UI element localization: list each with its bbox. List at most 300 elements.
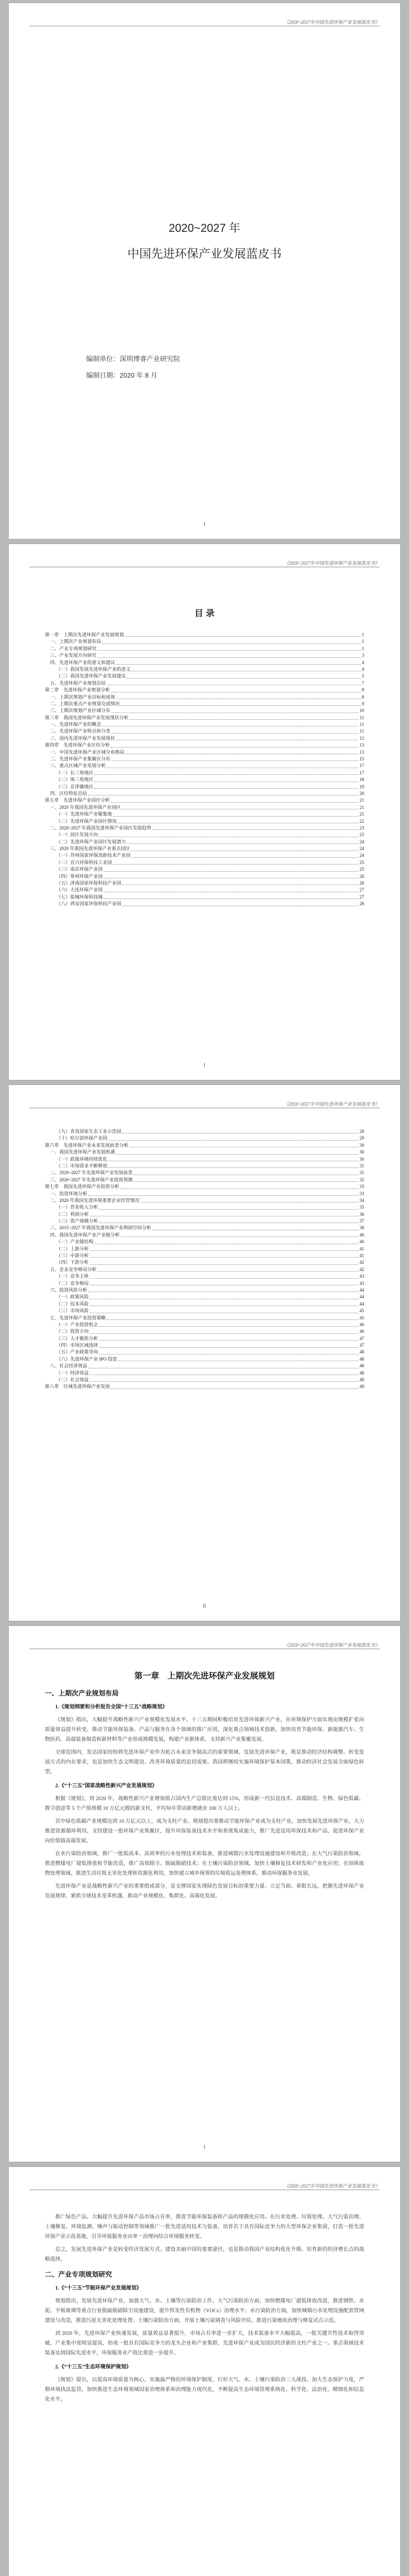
toc-entry-title: 第六章 先进环保产业未来发展前景分析 (45, 1142, 129, 1148)
toc-entry-page: 27 (359, 887, 364, 893)
page-number: I (204, 1062, 205, 1067)
toc-entry[interactable] (45, 784, 364, 790)
toc-entry-page: 33 (359, 1191, 364, 1196)
toc-entry-page: 41 (359, 1246, 364, 1251)
toc-entry-page: 46 (359, 1321, 364, 1327)
toc-leader-dots (97, 657, 361, 658)
toc-entry-title: （一）产业链结构 (56, 1239, 94, 1245)
toc-entry-title: （一）营业收入分析 (56, 1205, 99, 1210)
toc-entry-title: 第五章 先进环保产业园区分析 (45, 798, 110, 803)
toc-entry[interactable] (45, 770, 364, 776)
toc-leader-dots (107, 1319, 358, 1320)
toc-entry-title: （六）大连环保产业园 (56, 887, 103, 893)
toc-entry-page: 13 (359, 742, 364, 748)
toc-leader-dots (108, 1167, 358, 1168)
toc-entry-title: （三）人才聚焦分析 (56, 1335, 99, 1341)
toc-entry-title: 一、中国先进环保产业区域分布格局 (50, 749, 125, 755)
toc-entry[interactable] (45, 1252, 364, 1259)
paragraph: 推广绿色产品。大幅提升先进环保产品市场占有率，推进节能环保装备和产品的规模化应用。在污水处理、垃圾处理、大气污染治理、土壤修复、环境监测、噪声与振动控制等领域推广一批先进适用技术与装备，培育若干具有国际竞争力的大型环保企业集团，打造一批先进环保产业示范基地，引导环保服务业由单一治理向综合环境服务转变。 (45, 2214, 364, 2240)
toc-entry[interactable] (45, 659, 364, 666)
toc-leader-dots (125, 636, 361, 637)
toc-entry-page: 11 (359, 715, 364, 720)
toc-entry-title: 三、2020~2027 年先进环保产业投资预测 (50, 1177, 133, 1182)
toc-entry-page: 17 (359, 763, 364, 769)
toc-entry-title: （二）利润分析 (56, 1211, 89, 1217)
toc-leader-dots (94, 774, 358, 775)
toc-leader-dots (99, 1340, 358, 1341)
toc-entry-title: （一）苏州国家环保高新技术产业园 (56, 853, 131, 858)
toc-entry[interactable] (45, 666, 364, 673)
toc-entry[interactable] (45, 1280, 364, 1287)
toc-entry-page: 17 (359, 770, 364, 775)
chapter1-body (45, 1671, 364, 1904)
toc-entry[interactable] (45, 1315, 364, 1321)
toc-entry[interactable] (45, 832, 364, 838)
toc-leader-dots (97, 1271, 358, 1272)
toc-entry-title: 二、先进环保产业特点和分类 (50, 728, 111, 734)
toc-entry-page: 48 (359, 1363, 364, 1369)
toc-entry-page: 43 (359, 1274, 364, 1279)
toc-leader-dots (111, 747, 358, 748)
toc-entry[interactable] (45, 839, 364, 845)
toc-entry-title: （六）先进环保产业 IPO 投资 (56, 1356, 118, 1362)
toc-entry-page: 4 (362, 666, 364, 672)
paragraph: 规划指出，发展先进环保产业，加强大气、水、土壤等污染防治工作，大气污染防治方面，加快燃煤电厂超低排放改造，推进钢铁、水泥、平板玻璃等重点行业脱硫脱硝除尘设施建设，提升挥发性有机物（VOCs）治理水平；水污染防治方面，加快城镇污水处理设施配套管网建设与改造，推进污泥无害化处理处置；土壤污染防治方面，开展土壤污染调查与风险评估，推进污染地块治理与修复试点示范。 (45, 2298, 364, 2324)
toc-leader-dots (99, 1326, 358, 1327)
toc-entry-title: 二、2020~2027 年先进环保产业发展前景 (50, 1170, 133, 1176)
toc-entry[interactable] (45, 1135, 364, 1142)
toc-leader-dots (90, 1381, 358, 1382)
toc-entry-page: 29 (359, 1136, 364, 1141)
toc-entry-page: 48 (359, 1370, 364, 1376)
toc-entry-page: 43 (359, 1280, 364, 1286)
toc-leader-dots (129, 719, 358, 720)
toc-leader-dots (90, 1333, 358, 1334)
toc-entry[interactable] (45, 859, 364, 866)
toc-entry[interactable] (45, 1377, 364, 1383)
toc-entry-page: 1 (362, 646, 364, 651)
toc-entry-page: 24 (359, 853, 364, 858)
toc-entry-page: 8 (362, 687, 364, 693)
toc-entry-page: 7 (362, 680, 364, 686)
toc-entry-title: （一）园区发展方向 (56, 832, 99, 838)
toc-entry[interactable] (45, 880, 364, 887)
toc-entry-title: 三、产业发展方向研究 (50, 653, 97, 658)
toc-entry[interactable] (45, 1197, 364, 1204)
toc-entry-title: 二、上期次重点产业规划完成情况 (50, 701, 120, 706)
toc-entry[interactable] (45, 1142, 364, 1149)
toc-leader-dots (90, 1257, 358, 1258)
toc-entry-page: 3 (362, 653, 364, 658)
cover-date: 编制日期：2020 年 8 月 (86, 371, 157, 379)
page-header: 《2020~2027年中国先进环保产业发展蓝皮书》 (284, 2183, 380, 2189)
toc-entry-page: 18 (359, 777, 364, 783)
cover-page (9, 3, 400, 539)
chapter1-page-2 (9, 2167, 400, 2576)
toc-entry[interactable] (45, 776, 364, 783)
toc-entry-page: 25 (359, 859, 364, 865)
toc-entry-page: 20 (359, 790, 364, 796)
toc-entry-title: 三、2015~2027 年我国先进环保产业利润空间分析 (50, 1225, 152, 1231)
toc-entry-page: 49 (359, 1377, 364, 1383)
toc-leader-dots (90, 1278, 358, 1279)
page-number: II (203, 1603, 206, 1608)
toc-entry-page: 30 (359, 1149, 364, 1155)
toc-entry[interactable] (45, 1128, 364, 1135)
toc-entry-title: 第一章 上期次先进环保产业发展规划 (45, 632, 124, 637)
toc-entry-title: 一、2020 年我国先进环保产业园区 (50, 804, 121, 810)
toc-entry-title: （十）哈尔滨环保产业园 (56, 1136, 108, 1141)
toc-entry[interactable] (45, 707, 364, 714)
toc-entry[interactable] (45, 1211, 364, 1218)
toc-entry-title: 一、上期次产业规划布局 (50, 639, 102, 645)
toc-entry-page: 23 (359, 832, 364, 838)
toc-entry-page: 32 (359, 1177, 364, 1182)
toc-entry-page: 44 (359, 1294, 364, 1300)
toc-entry-title: （三）资产规模分析 (56, 1218, 99, 1224)
toc-entry-page: 25 (359, 867, 364, 872)
toc-entry[interactable] (45, 721, 364, 728)
toc-leader-dots (132, 857, 358, 858)
toc-entry-page: 27 (359, 894, 364, 900)
toc-entry[interactable] (45, 1273, 364, 1280)
paragraph: 《规划》提出，以提高环境质量为核心，实施最严格的环境保护制度，打好大气、水、土壤污染防治三大战役，加大生态保护力度，严格环境执法监管，加快推进生态环境领域国家治理体系和治理能力现代化，不断提高生态环境管理系统化、科学化、法治化、精细化和信息化水平。 (45, 2377, 364, 2402)
toc-entry-page: 44 (359, 1301, 364, 1307)
toc-entry[interactable] (45, 1232, 364, 1239)
toc-leader-dots (111, 802, 358, 803)
toc-entry-page: 45 (359, 1308, 364, 1314)
toc-entry-title: 七、先进环保产业投资策略 (50, 1315, 106, 1320)
toc-entry[interactable] (45, 1204, 364, 1211)
toc-entry[interactable] (45, 673, 364, 680)
toc-entry[interactable] (45, 853, 364, 859)
toc-entry-title: 三、上期次规划产业区域分布 (50, 708, 111, 714)
toc-entry-page: 11 (359, 728, 364, 734)
toc-leader-dots (134, 1181, 358, 1182)
toc-entry-page: 28 (359, 901, 364, 907)
toc-entry-page: 46 (359, 1329, 364, 1334)
toc-entry-title: （一）政策环境持续优化 (56, 1156, 108, 1162)
toc-entry[interactable] (45, 1259, 364, 1266)
toc-leader-dots (111, 733, 358, 734)
toc-entry-title: （八）西安国家环保科技产业园 (56, 901, 122, 907)
toc-entry-title: （二）社会效益 (56, 1377, 89, 1383)
toc-entry[interactable] (45, 762, 364, 769)
toc-entry[interactable] (45, 818, 364, 825)
toc-entry[interactable] (45, 825, 364, 832)
toc-entry[interactable] (45, 1383, 364, 1390)
toc-leader-dots (152, 829, 358, 830)
toc-leader-dots (102, 643, 361, 644)
toc-entry-title: （二）珠三角地区 (56, 777, 94, 783)
page-header: 《2020~2027年中国先进环保产业发展蓝皮书》 (284, 20, 380, 25)
toc-leader-dots (108, 1140, 358, 1141)
toc-entry-title: 二、产业专项规划研究 (50, 646, 97, 651)
toc-entry-page: 48 (359, 1356, 364, 1362)
toc-entry[interactable] (45, 894, 364, 901)
toc-entry[interactable] (45, 1266, 364, 1273)
toc-leader-dots (121, 705, 361, 706)
toc-list (45, 1128, 364, 1391)
toc-entry-title: （三）京津冀地区 (56, 784, 94, 789)
toc-entry-title: 第四章 先进环保产业区位分析 (45, 742, 110, 748)
toc-entry-title: 第二章 先进环保产业规划分析 (45, 687, 110, 693)
subsection-heading: 1.《“十三五”节能环保产业发展规划》 (55, 2285, 142, 2291)
toc-entry-title: （五）产业政策导向 (56, 1349, 99, 1355)
toc-entry[interactable] (45, 694, 364, 701)
toc-entry[interactable] (45, 1191, 364, 1197)
toc-entry[interactable] (45, 804, 364, 811)
toc-title: 目 录 (194, 608, 215, 618)
paragraph: 全球范围内，发达国家纷纷将先进环保产业作为抢占未来竞争制高点的重要领域。发展先进环保产业，既是推动经济结构调整、转变发展方式的内在要求，也是加快生态文明建设、改善环境质量的迫切需要。我国将继续实施环境保护基本国策，推动经济社会发展全面绿色转型。 (45, 1750, 364, 1775)
toc-entry[interactable] (45, 1321, 364, 1328)
toc-entry-title: （二）先进环保产业园区情况 (56, 818, 117, 824)
toc-entry-page: 21 (359, 798, 364, 803)
toc-entry-title: （四）市场区域选择 (56, 1343, 99, 1348)
toc-entry-page: 1 (362, 639, 364, 645)
toc-entry[interactable] (45, 1287, 364, 1294)
toc-entry-title: 一、投资环境分析 (50, 1191, 88, 1196)
toc-entry-title: 二、先进环保产业集聚区分布 (50, 756, 111, 762)
toc-entry[interactable] (45, 873, 364, 880)
paragraph: 根据《规划》，到 2020 年，战略性新兴产业增加值占国内生产总值比重达到 15%，形成新一代信息技术、高端制造、生物、绿色低碳、数字创意等 5 个产值规模 10 万亿元级的新支柱，平均每年带动新增就业 100 万人以上。 (45, 1796, 364, 1811)
toc-entry-title: （一）竞争主体 (56, 1274, 89, 1279)
toc-entry[interactable] (45, 1239, 364, 1245)
toc-leader-dots (127, 843, 358, 844)
toc-leader-dots (97, 650, 361, 651)
toc-entry[interactable] (45, 887, 364, 893)
toc-entry-page: 26 (359, 873, 364, 879)
toc-leader-dots (88, 1195, 358, 1196)
toc-entry[interactable] (45, 1308, 364, 1314)
toc-entry-page: 15 (359, 756, 364, 762)
toc-entry-page: 42 (359, 1266, 364, 1272)
toc-leader-dots (104, 871, 358, 872)
toc-entry-title: （三）市场风险 (56, 1308, 89, 1314)
toc-list (45, 632, 364, 908)
toc-entry[interactable] (45, 1328, 364, 1335)
toc-entry[interactable] (45, 1301, 364, 1308)
toc-entry-page: 34 (359, 1197, 364, 1203)
toc-entry[interactable] (45, 646, 364, 652)
toc-entry-title: （二）宜兴环保科技工业园 (56, 859, 112, 865)
toc-entry[interactable] (45, 901, 364, 907)
toc-entry-title: 第七章 我国先进环保产业投资分析 (45, 1184, 120, 1190)
toc-entry-title: （二）上游分析 (56, 1246, 89, 1251)
toc-entry-title: （一）我国发展先进环保产业的意义 (56, 666, 131, 672)
toc-leader-dots (94, 788, 358, 789)
toc-entry-title: 二、2020 年我国先进环保重要企业经营情况 (50, 1197, 140, 1203)
toc-entry-page: 47 (359, 1343, 364, 1348)
toc-entry-title: （七）盐城环保科技城 (56, 894, 103, 900)
toc-leader-dots (113, 864, 358, 865)
toc-entry-title: 三、国内先进环保产业发展现状 (50, 735, 116, 741)
toc-leader-dots (90, 1250, 358, 1251)
toc-entry-title: （二）市场需求不断释放 (56, 1163, 108, 1168)
toc-leader-dots (99, 1347, 358, 1348)
toc-entry-page: 8 (362, 694, 364, 700)
toc-entry-title: 五、企业竞争格局分析 (50, 1266, 97, 1272)
toc-entry-page: 44 (359, 1287, 364, 1293)
toc-entry[interactable] (45, 687, 364, 693)
toc-entry[interactable] (45, 1156, 364, 1163)
section-heading: 一、上期次产业规划布局 (45, 1689, 119, 1697)
toc-entry-title: （九）青岛国家生态工业示范园 (56, 1128, 122, 1134)
toc-entry-page: 23 (359, 825, 364, 831)
toc-entry-page: 4 (362, 659, 364, 665)
toc-entry-title: 八、社会经济效益 (50, 1363, 88, 1369)
toc-entry-page: 21 (359, 804, 364, 810)
toc-entry[interactable] (45, 1356, 364, 1363)
toc-entry-page: 19 (359, 784, 364, 789)
toc-entry-page: 38 (359, 1225, 364, 1231)
toc-entry[interactable] (45, 701, 364, 707)
toc-entry-title: 第三章 我国先进环保产业发展现状分析 (45, 715, 129, 720)
toc-entry-page: 36 (359, 1211, 364, 1217)
section-heading: 二、产业专项规划研究 (45, 2270, 112, 2278)
toc-entry-page: 35 (359, 1205, 364, 1210)
toc-entry[interactable] (45, 1183, 364, 1190)
toc-entry[interactable] (45, 680, 364, 687)
toc-entry-page: 13 (359, 749, 364, 755)
toc-entry[interactable] (45, 1170, 364, 1176)
toc-entry-page: 30 (359, 1142, 364, 1148)
toc-entry-title: （一）经济效益 (56, 1370, 89, 1376)
toc-entry-title: （一）产业投资机会 (56, 1321, 99, 1327)
cover-editor: 编制单位：深圳博睿产业研究院 (86, 355, 181, 363)
toc-entry-page: 48 (359, 1349, 364, 1355)
toc-entry-page: 31 (359, 1163, 364, 1168)
toc-entry[interactable] (45, 652, 364, 659)
toc-entry-title: 二、2020~2027 年我国先进环保产业园区发展趋势 (50, 825, 152, 831)
toc-leader-dots (127, 678, 361, 679)
page-number: 1 (203, 521, 206, 527)
toc-entry-title: 一、我国先进环保产业发展机遇 (50, 1149, 116, 1155)
toc-entry-title: 三、2020 年我国先进环保产业重点园区 (50, 846, 130, 852)
cover-title-main: 中国先进环保产业发展蓝皮书 (127, 247, 282, 260)
toc-entry-title: 六、投资风险分析 (50, 1287, 88, 1293)
toc-entry[interactable] (45, 790, 364, 797)
toc-entry[interactable] (45, 1294, 364, 1300)
toc-entry[interactable] (45, 1177, 364, 1183)
toc-entry[interactable] (45, 632, 364, 638)
toc-leader-dots (116, 664, 361, 665)
toc-entry-title: 一、上期次规划产业目标和成效 (50, 694, 116, 700)
toc-entry-page: 24 (359, 846, 364, 852)
toc-entry-page: 37 (359, 1218, 364, 1224)
toc-entry[interactable] (45, 797, 364, 804)
toc-entry-title: （一）先进环保产业聚集地 (56, 811, 112, 817)
toc-entry-title: 四、区位特征总结 (50, 790, 88, 796)
toc-entry-title: 五、先进环保产业规划总结 (50, 680, 106, 686)
toc-entry-page: 5 (362, 673, 364, 679)
toc-entry-page: 28 (359, 1128, 364, 1134)
toc-leader-dots (113, 816, 358, 817)
toc-entry-title: 四、先进环保产业的意义和建议 (50, 659, 116, 665)
toc-entry[interactable] (45, 866, 364, 873)
toc-entry-title: （一）政策风险 (56, 1294, 89, 1300)
toc-entry-page: 31 (359, 1170, 364, 1176)
toc-entry-page: 9 (362, 701, 364, 706)
toc-entry-page: 40 (359, 1239, 364, 1245)
toc-entry-title: （二）先进环保产业园区发展潜力 (56, 839, 126, 844)
toc-entry[interactable] (45, 1218, 364, 1225)
toc-entry-title: （四）下游分析 (56, 1260, 89, 1265)
toc-entry[interactable] (45, 1225, 364, 1231)
toc-entry-page: 11 (359, 722, 364, 727)
toc-entry[interactable] (45, 742, 364, 749)
toc-entry-title: （二）投资方向 (56, 1329, 89, 1334)
subsection-heading: 2.《“十三五”生态环境保护规划》 (55, 2364, 132, 2370)
toc-entry-title: （三）中游分析 (56, 1253, 89, 1259)
toc-entry-title: （二）我国先进环保产业发展建议 (56, 673, 126, 679)
toc-leader-dots (116, 1154, 358, 1155)
toc-entry-page: 24 (359, 839, 364, 844)
toc-entry-page: 45 (359, 1315, 364, 1320)
page-number: 1 (203, 2144, 206, 2149)
toc-entry[interactable] (45, 1335, 364, 1342)
toc-leader-dots (90, 1264, 358, 1265)
toc-entry[interactable] (45, 1349, 364, 1356)
paragraph: 总之，发展先进环保产业是转变经济发展方式、建设美丽中国的重要途径，也是推动我国产业结构优化升级、培育新的经济增长点的战略选择。 (45, 2247, 364, 2262)
toc-entry[interactable] (45, 749, 364, 756)
toc-leader-dots (111, 1388, 358, 1389)
toc-entry-title: 三、重点区域产业发展分析 (50, 763, 106, 769)
paragraph: 其中绿色低碳产业规模达到 10 万亿元以上，成为支柱产业。规划提出要推动节能环保产业成为支柱产业，加快发展先进环保产业，大力推进资源循环利用，支持建设一批环保产业集聚区，提升环保装备技术水平和系统集成能力，推广先进适用环保技术和产品，促进环保产业向价值链高端发展。 (45, 1819, 364, 1844)
toc-entry-title: 四、我国先进环保产业产业链分析 (50, 1232, 120, 1238)
toc-entry[interactable] (45, 811, 364, 818)
toc-entry-page: 10 (359, 708, 364, 714)
toc-entry-page: 42 (359, 1260, 364, 1265)
toc-entry-title: （五）济南国家环保科技产业园 (56, 880, 122, 886)
subsection-heading: 2.《“十三五”国家战略性新兴产业发展规划》 (55, 1783, 157, 1789)
toc-entry[interactable] (45, 1342, 364, 1349)
toc-entry[interactable] (45, 728, 364, 735)
toc-entry[interactable] (45, 1370, 364, 1377)
toc-entry-title: 一、先进环保产业的概念 (50, 722, 102, 727)
toc-entry-title: （二）竞争格局 (56, 1280, 89, 1286)
toc-entry[interactable] (45, 638, 364, 645)
toc-entry-page: 26 (359, 880, 364, 886)
toc-entry-page: 41 (359, 1253, 364, 1259)
toc-entry-page: 33 (359, 1184, 364, 1190)
toc-entry[interactable] (45, 1246, 364, 1252)
toc-entry-page: 21 (359, 811, 364, 817)
toc-entry-title: 第八章 区域先进环保产业发展 (45, 1384, 110, 1389)
toc-entry[interactable] (45, 735, 364, 742)
chapter1-page (9, 1626, 400, 2162)
paragraph: 在水污染防治领域，推广一批低成本、高效率的污水处理技术和装备，推进城镇污水处理设施建设和升级改造；在大气污染防治领域，推进燃煤电厂超低排放和节能改造，推广高效除尘、脱硫脱硝技术；在土壤污染防治领域，加快土壤修复技术研发和产业化应用；在固体废物处理领域，推进生活垃圾无害化处理和资源化利用，加快建立城乡统筹的垃圾收运处理体系，推动环保服务业发展。 (45, 1851, 364, 1876)
toc-entry-title: （三）南京环保产业园 (56, 867, 103, 872)
toc-entry[interactable] (45, 756, 364, 762)
toc-page-2 (9, 1085, 400, 1621)
toc-entry-page: 1 (362, 632, 364, 637)
paragraph: 先进环保产业是战略性新兴产业的重要组成部分，是支撑国家实现绿色发展目标的重要力量。立足当前、着眼长远，把握先进环保产业发展规律，紧抓全球技术变革机遇，推动产业规模化、集群化、高端化发展。 (45, 1884, 364, 1899)
toc-entry[interactable] (45, 1163, 364, 1170)
chapter-title: 第一章 上期次先进环保产业发展规划 (134, 1672, 275, 1681)
toc-entry[interactable] (45, 1149, 364, 1156)
chapter1-body-cont (45, 2212, 364, 2408)
toc-entry[interactable] (45, 715, 364, 721)
toc-entry[interactable] (45, 1363, 364, 1369)
paragraph: 《规划》指出，大幅提升战略性新兴产业规模化发展水平。十三五期间积极培育先进环保新兴产业，在环境保护方面实现由规模扩张向质量效益提升转变，推动节能环保装备、产品与服务在各个领域的推广应用，深化重点领域技术创新，加快培育节能环保、新能源汽车、生物医药、高端装备制造和新材料等产业形成规模发展，构建产业新体系，支持新兴产业集聚发展。 (45, 1717, 364, 1742)
toc-entry[interactable] (45, 845, 364, 852)
toc-entry-title: （二）技术风险 (56, 1301, 89, 1307)
toc-entry-page: 49 (359, 1384, 364, 1389)
toc-leader-dots (99, 1209, 358, 1210)
toc-entry-page: 12 (359, 735, 364, 741)
toc-leader-dots (121, 1236, 358, 1237)
